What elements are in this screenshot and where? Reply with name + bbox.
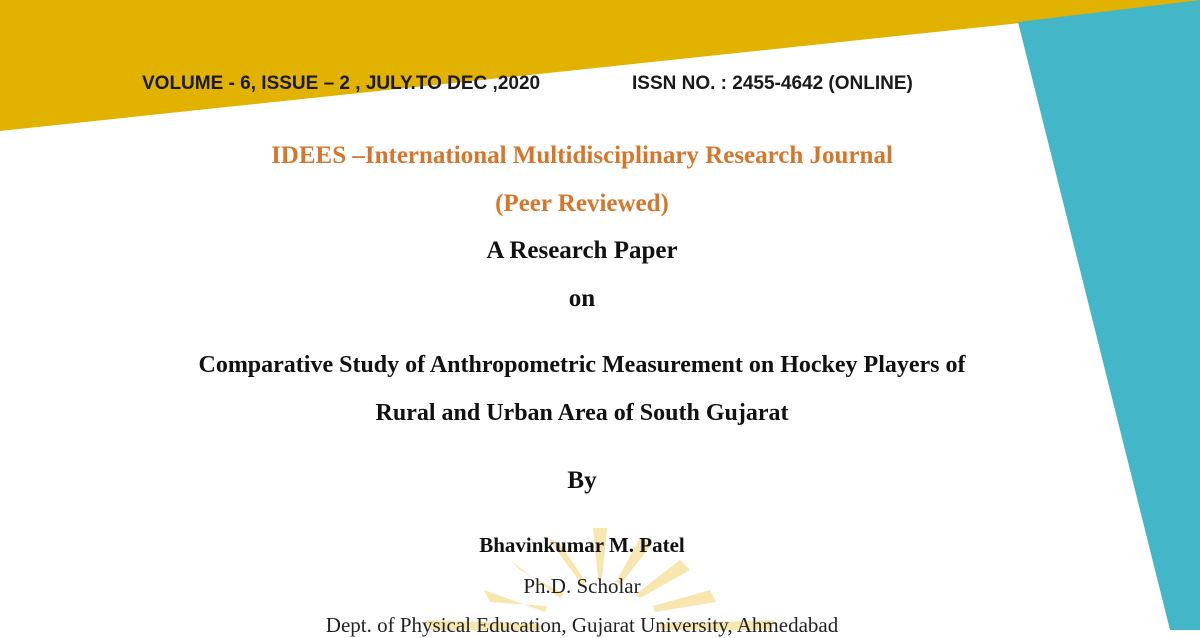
paper-title-line-2: Rural and Urban Area of South Gujarat bbox=[375, 400, 789, 426]
paper-title-line-1: Comparative Study of Anthropometric Measurement on Hockey Players of bbox=[198, 352, 966, 378]
volume-issue-text: VOLUME - 6, ISSUE – 2 , JULY.TO DEC ,2020 bbox=[142, 73, 541, 94]
journal-header bbox=[0, 73, 1200, 99]
gold-band bbox=[0, 0, 1200, 131]
paper-kind: A Research Paper bbox=[486, 237, 678, 264]
issn-text: ISSN NO. : 2455-4642 (ONLINE) bbox=[632, 73, 913, 94]
paper-by: By bbox=[567, 467, 597, 494]
author-affiliation: Dept. of Physical Education, Gujarat University, Ahmedabad bbox=[325, 613, 839, 637]
author-role: Ph.D. Scholar bbox=[523, 574, 641, 598]
peer-reviewed-label: (Peer Reviewed) bbox=[495, 190, 669, 217]
paper-on: on bbox=[568, 285, 596, 312]
author-name: Bhavinkumar M. Patel bbox=[479, 533, 685, 557]
journal-name: IDEES –International Multidisciplinary Research Journal bbox=[271, 142, 893, 169]
